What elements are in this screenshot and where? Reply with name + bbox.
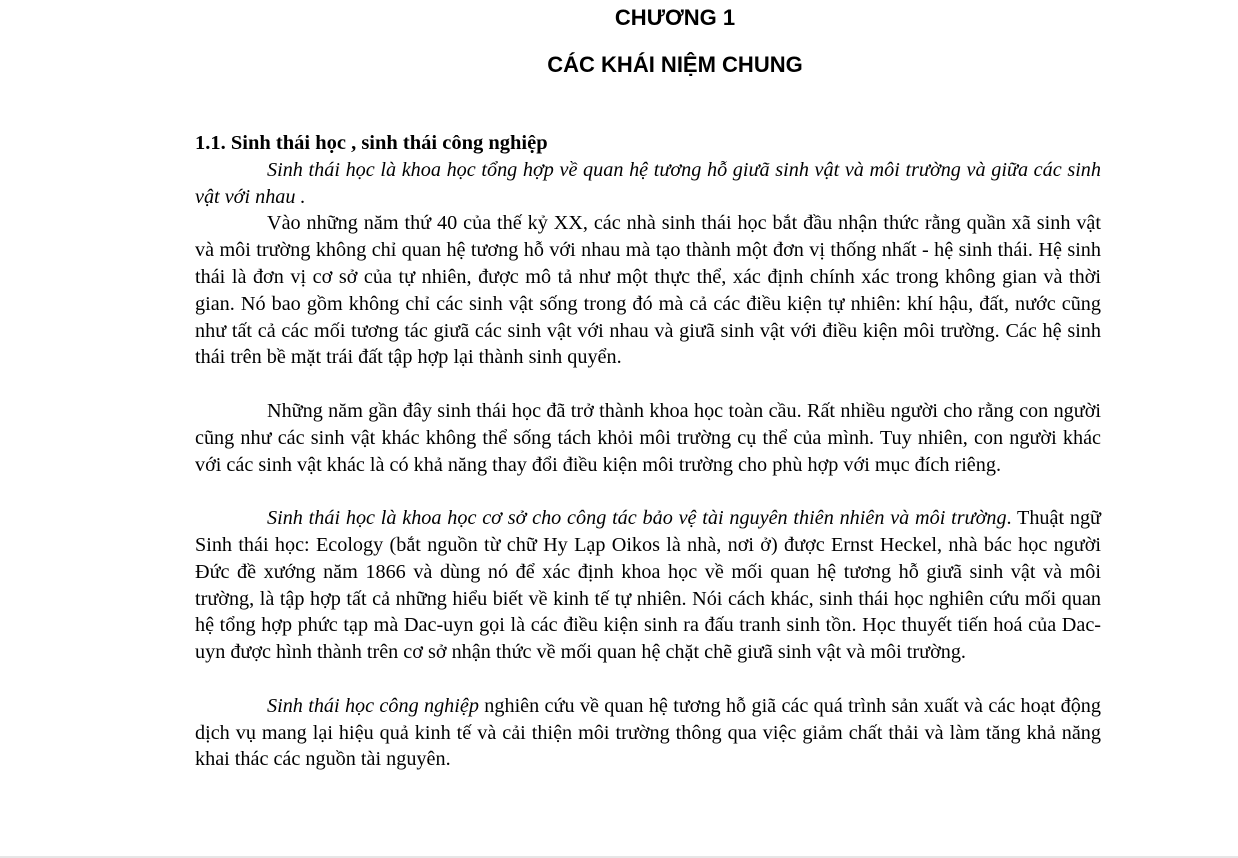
paragraph-gap (195, 371, 1101, 398)
paragraph-gap (195, 666, 1101, 693)
chapter-title: CÁC KHÁI NIỆM CHUNG (547, 52, 803, 77)
paragraph-global-science: Những năm gần đây sinh thái học đã trở thành khoa học toàn cầu. Rất nhiều người cho rằng con người cũng như các sinh vật khác không thể sống tách khỏi môi trường cụ thể của mình. Tuy nhiên, con người khác với các sinh vật khác là có khả năng thay đổi điều kiện môi trường cho phù hợp với mục đích riêng. (195, 399, 1101, 476)
definition-italic: Sinh thái học là khoa học tổng hợp về quan hệ tương hỗ giưã sinh vật và môi trường và giữa các sinh vật với nhau . (195, 158, 1101, 208)
industrial-ecology-italic: Sinh thái học công nghiệp (267, 694, 479, 717)
industrial-ecology-text: nghiên cứu về quan hệ tương hỗ giã các quá trình sản xuất và các hoạt động dịch vụ mang lại hiệu quả kinh tế và cải thiện môi trường thông qua việc giảm chất thải và làm tăng khả năng khai thác các nguồn tài nguyên. (195, 694, 1101, 771)
paragraph-industrial-ecology (195, 693, 1101, 773)
paragraph-definition (195, 157, 1101, 211)
paragraph-gap (195, 478, 1101, 505)
ecology-text: . Thuật ngữ Sinh thái học: Ecology (bắt nguồn từ chữ Hy Lạp Oikos là nhà, nơi ở) được Ernst Heckel, nhà bác học người Đức đề xướng năm 1866 và dùng nó để xác định khoa học về mối quan hệ tương hỗ giưã sinh vật và môi trường, là tập hợp tất cả những hiểu biết về kinh tế tự nhiên. Nói cách khác, sinh thái học nghiên cứu mối quan hệ tổng hợp phức tạp mà Dac-uyn gọi là các điều kiện sinh ra đấu tranh sinh tồn. Học thuyết tiến hoá của Dac-uyn được hình thành trên cơ sở nhận thức về mối quan hệ chặt chẽ giưã sinh vật và môi trường. (195, 507, 1102, 664)
ecology-italic: Sinh thái học là khoa học cơ sở cho công tác bảo vệ tài nguyên thiên nhiên và môi trường (267, 507, 1007, 530)
document-body (195, 130, 1101, 773)
section-heading: 1.1. Sinh thái học , sinh thái công nghiệp (195, 132, 548, 154)
paragraph-ecology-term (195, 505, 1101, 666)
chapter-number: CHƯƠNG 1 (614, 5, 736, 30)
paragraph-ecosystem: Vào những năm thứ 40 của thế kỷ XX, các nhà sinh thái học bắt đầu nhận thức rằng quần xã sinh vật và môi trường không chỉ quan hệ tương hỗ với nhau mà tạo thành một đơn vị thống nhất - hệ sinh thái. Hệ sinh thái là đơn vị cơ sở của tự nhiên, được mô tả như một thực thể, xác định chính xác trong không gian và thời gian. Nó bao gồm không chỉ các sinh vật sống trong đó mà cả các điều kiện tự nhiên: khí hậu, đất, nước cũng như tất cả các mối tương tác giưã các sinh vật với nhau và giưã sinh vật với điều kiện môi trường. Các hệ sinh thái trên bề mặt trái đất tập hợp lại thành sinh quyển. (195, 212, 1101, 369)
